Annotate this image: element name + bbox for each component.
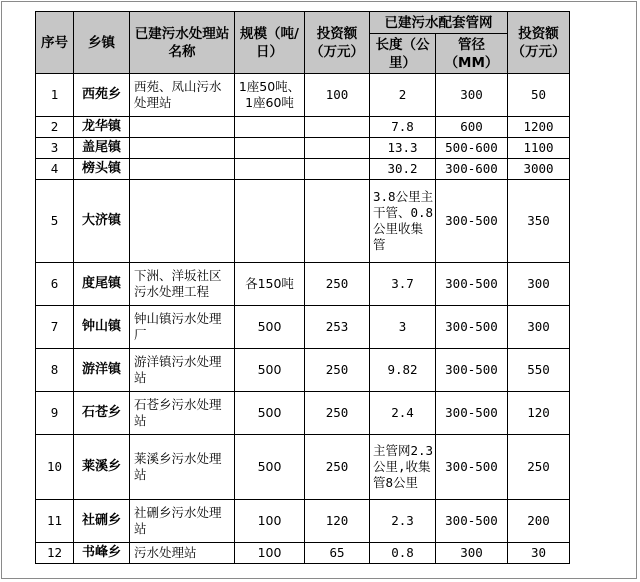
table-row — [36, 138, 570, 159]
cell-investment: 250 — [305, 392, 370, 435]
cell-diameter: 500-600 — [436, 138, 508, 159]
cell-pipe-investment: 300 — [508, 306, 570, 349]
cell-length: 3.8公里主干管、0.8公里收集管 — [370, 180, 436, 263]
cell-station-name: 下洲、洋坂社区污水处理工程 — [130, 263, 235, 306]
cell-station-name: 污水处理站 — [130, 543, 235, 564]
header-seq: 序号 — [36, 12, 74, 74]
cell-town: 书峰乡 — [74, 543, 130, 564]
cell-diameter: 600 — [436, 117, 508, 138]
cell-scale: 1座50吨、1座60吨 — [235, 74, 305, 117]
header-station-name: 已建污水处理站名称 — [130, 12, 235, 74]
cell-station-name: 社硎乡污水处理站 — [130, 500, 235, 543]
cell-pipe-investment: 50 — [508, 74, 570, 117]
cell-length: 7.8 — [370, 117, 436, 138]
cell-seq: 9 — [36, 392, 74, 435]
cell-town: 榜头镇 — [74, 159, 130, 180]
cell-length: 主管网2.3公里,收集管8公里 — [370, 435, 436, 500]
header-pipe-investment: 投资额（万元） — [508, 12, 570, 74]
cell-length: 9.82 — [370, 349, 436, 392]
cell-station-name: 钟山镇污水处理厂 — [130, 306, 235, 349]
cell-scale: 500 — [235, 392, 305, 435]
cell-pipe-investment: 250 — [508, 435, 570, 500]
table-row — [36, 74, 570, 117]
table-row — [36, 263, 570, 306]
cell-length: 2.4 — [370, 392, 436, 435]
cell-town: 盖尾镇 — [74, 138, 130, 159]
cell-scale: 500 — [235, 435, 305, 500]
cell-seq: 1 — [36, 74, 74, 117]
cell-station-name: 游洋镇污水处理站 — [130, 349, 235, 392]
cell-town: 度尾镇 — [74, 263, 130, 306]
cell-investment — [305, 159, 370, 180]
header-scale: 规模（吨/日） — [235, 12, 305, 74]
cell-investment: 250 — [305, 349, 370, 392]
cell-seq: 2 — [36, 117, 74, 138]
cell-pipe-investment: 300 — [508, 263, 570, 306]
cell-seq: 5 — [36, 180, 74, 263]
cell-station-name — [130, 138, 235, 159]
table-body — [36, 74, 570, 564]
sewage-table — [35, 11, 570, 564]
cell-town: 游洋镇 — [74, 349, 130, 392]
cell-town: 大济镇 — [74, 180, 130, 263]
cell-pipe-investment: 350 — [508, 180, 570, 263]
cell-diameter: 300-500 — [436, 500, 508, 543]
cell-pipe-investment: 550 — [508, 349, 570, 392]
cell-scale: 100 — [235, 543, 305, 564]
header-length: 长度（公里） — [370, 34, 436, 74]
cell-town: 西苑乡 — [74, 74, 130, 117]
cell-diameter: 300-500 — [436, 435, 508, 500]
cell-station-name: 石苍乡污水处理站 — [130, 392, 235, 435]
cell-scale: 500 — [235, 306, 305, 349]
cell-pipe-investment: 1100 — [508, 138, 570, 159]
cell-seq: 4 — [36, 159, 74, 180]
cell-scale — [235, 159, 305, 180]
cell-scale — [235, 180, 305, 263]
cell-seq: 8 — [36, 349, 74, 392]
cell-investment — [305, 117, 370, 138]
table-row — [36, 180, 570, 263]
cell-length: 2 — [370, 74, 436, 117]
cell-scale: 500 — [235, 349, 305, 392]
cell-length: 13.3 — [370, 138, 436, 159]
cell-investment: 250 — [305, 435, 370, 500]
cell-seq: 11 — [36, 500, 74, 543]
header-diameter: 管径（MM） — [436, 34, 508, 74]
cell-length: 3.7 — [370, 263, 436, 306]
cell-diameter: 300-500 — [436, 180, 508, 263]
cell-scale — [235, 117, 305, 138]
cell-investment: 250 — [305, 263, 370, 306]
cell-diameter: 300-500 — [436, 263, 508, 306]
cell-scale: 100 — [235, 500, 305, 543]
cell-seq: 6 — [36, 263, 74, 306]
cell-length: 2.3 — [370, 500, 436, 543]
cell-diameter: 300-500 — [436, 349, 508, 392]
cell-investment: 65 — [305, 543, 370, 564]
cell-town: 钟山镇 — [74, 306, 130, 349]
cell-investment: 253 — [305, 306, 370, 349]
cell-station-name: 莱溪乡污水处理站 — [130, 435, 235, 500]
cell-scale — [235, 138, 305, 159]
cell-length: 30.2 — [370, 159, 436, 180]
cell-diameter: 300-500 — [436, 306, 508, 349]
cell-investment: 100 — [305, 74, 370, 117]
cell-seq: 7 — [36, 306, 74, 349]
cell-seq: 10 — [36, 435, 74, 500]
table-row — [36, 500, 570, 543]
cell-diameter: 300-600 — [436, 159, 508, 180]
cell-diameter: 300 — [436, 543, 508, 564]
header-town: 乡镇 — [74, 12, 130, 74]
cell-pipe-investment: 1200 — [508, 117, 570, 138]
table-row — [36, 349, 570, 392]
cell-town: 龙华镇 — [74, 117, 130, 138]
cell-seq: 12 — [36, 543, 74, 564]
table-row — [36, 435, 570, 500]
cell-investment — [305, 138, 370, 159]
table-row — [36, 543, 570, 564]
cell-diameter: 300-500 — [436, 392, 508, 435]
cell-pipe-investment: 3000 — [508, 159, 570, 180]
cell-town: 莱溪乡 — [74, 435, 130, 500]
cell-seq: 3 — [36, 138, 74, 159]
header-investment: 投资额（万元） — [305, 12, 370, 74]
cell-town: 社硎乡 — [74, 500, 130, 543]
table-row — [36, 392, 570, 435]
table-row — [36, 117, 570, 138]
cell-town: 石苍乡 — [74, 392, 130, 435]
header-pipe-network: 已建污水配套管网 — [370, 12, 508, 34]
cell-diameter: 300 — [436, 74, 508, 117]
cell-station-name — [130, 180, 235, 263]
cell-station-name — [130, 117, 235, 138]
cell-length: 3 — [370, 306, 436, 349]
cell-pipe-investment: 30 — [508, 543, 570, 564]
table-row — [36, 159, 570, 180]
cell-investment — [305, 180, 370, 263]
cell-investment: 120 — [305, 500, 370, 543]
cell-station-name — [130, 159, 235, 180]
cell-length: 0.8 — [370, 543, 436, 564]
cell-scale: 各150吨 — [235, 263, 305, 306]
cell-pipe-investment: 200 — [508, 500, 570, 543]
cell-station-name: 西苑、凤山污水处理站 — [130, 74, 235, 117]
cell-pipe-investment: 120 — [508, 392, 570, 435]
table-row — [36, 306, 570, 349]
